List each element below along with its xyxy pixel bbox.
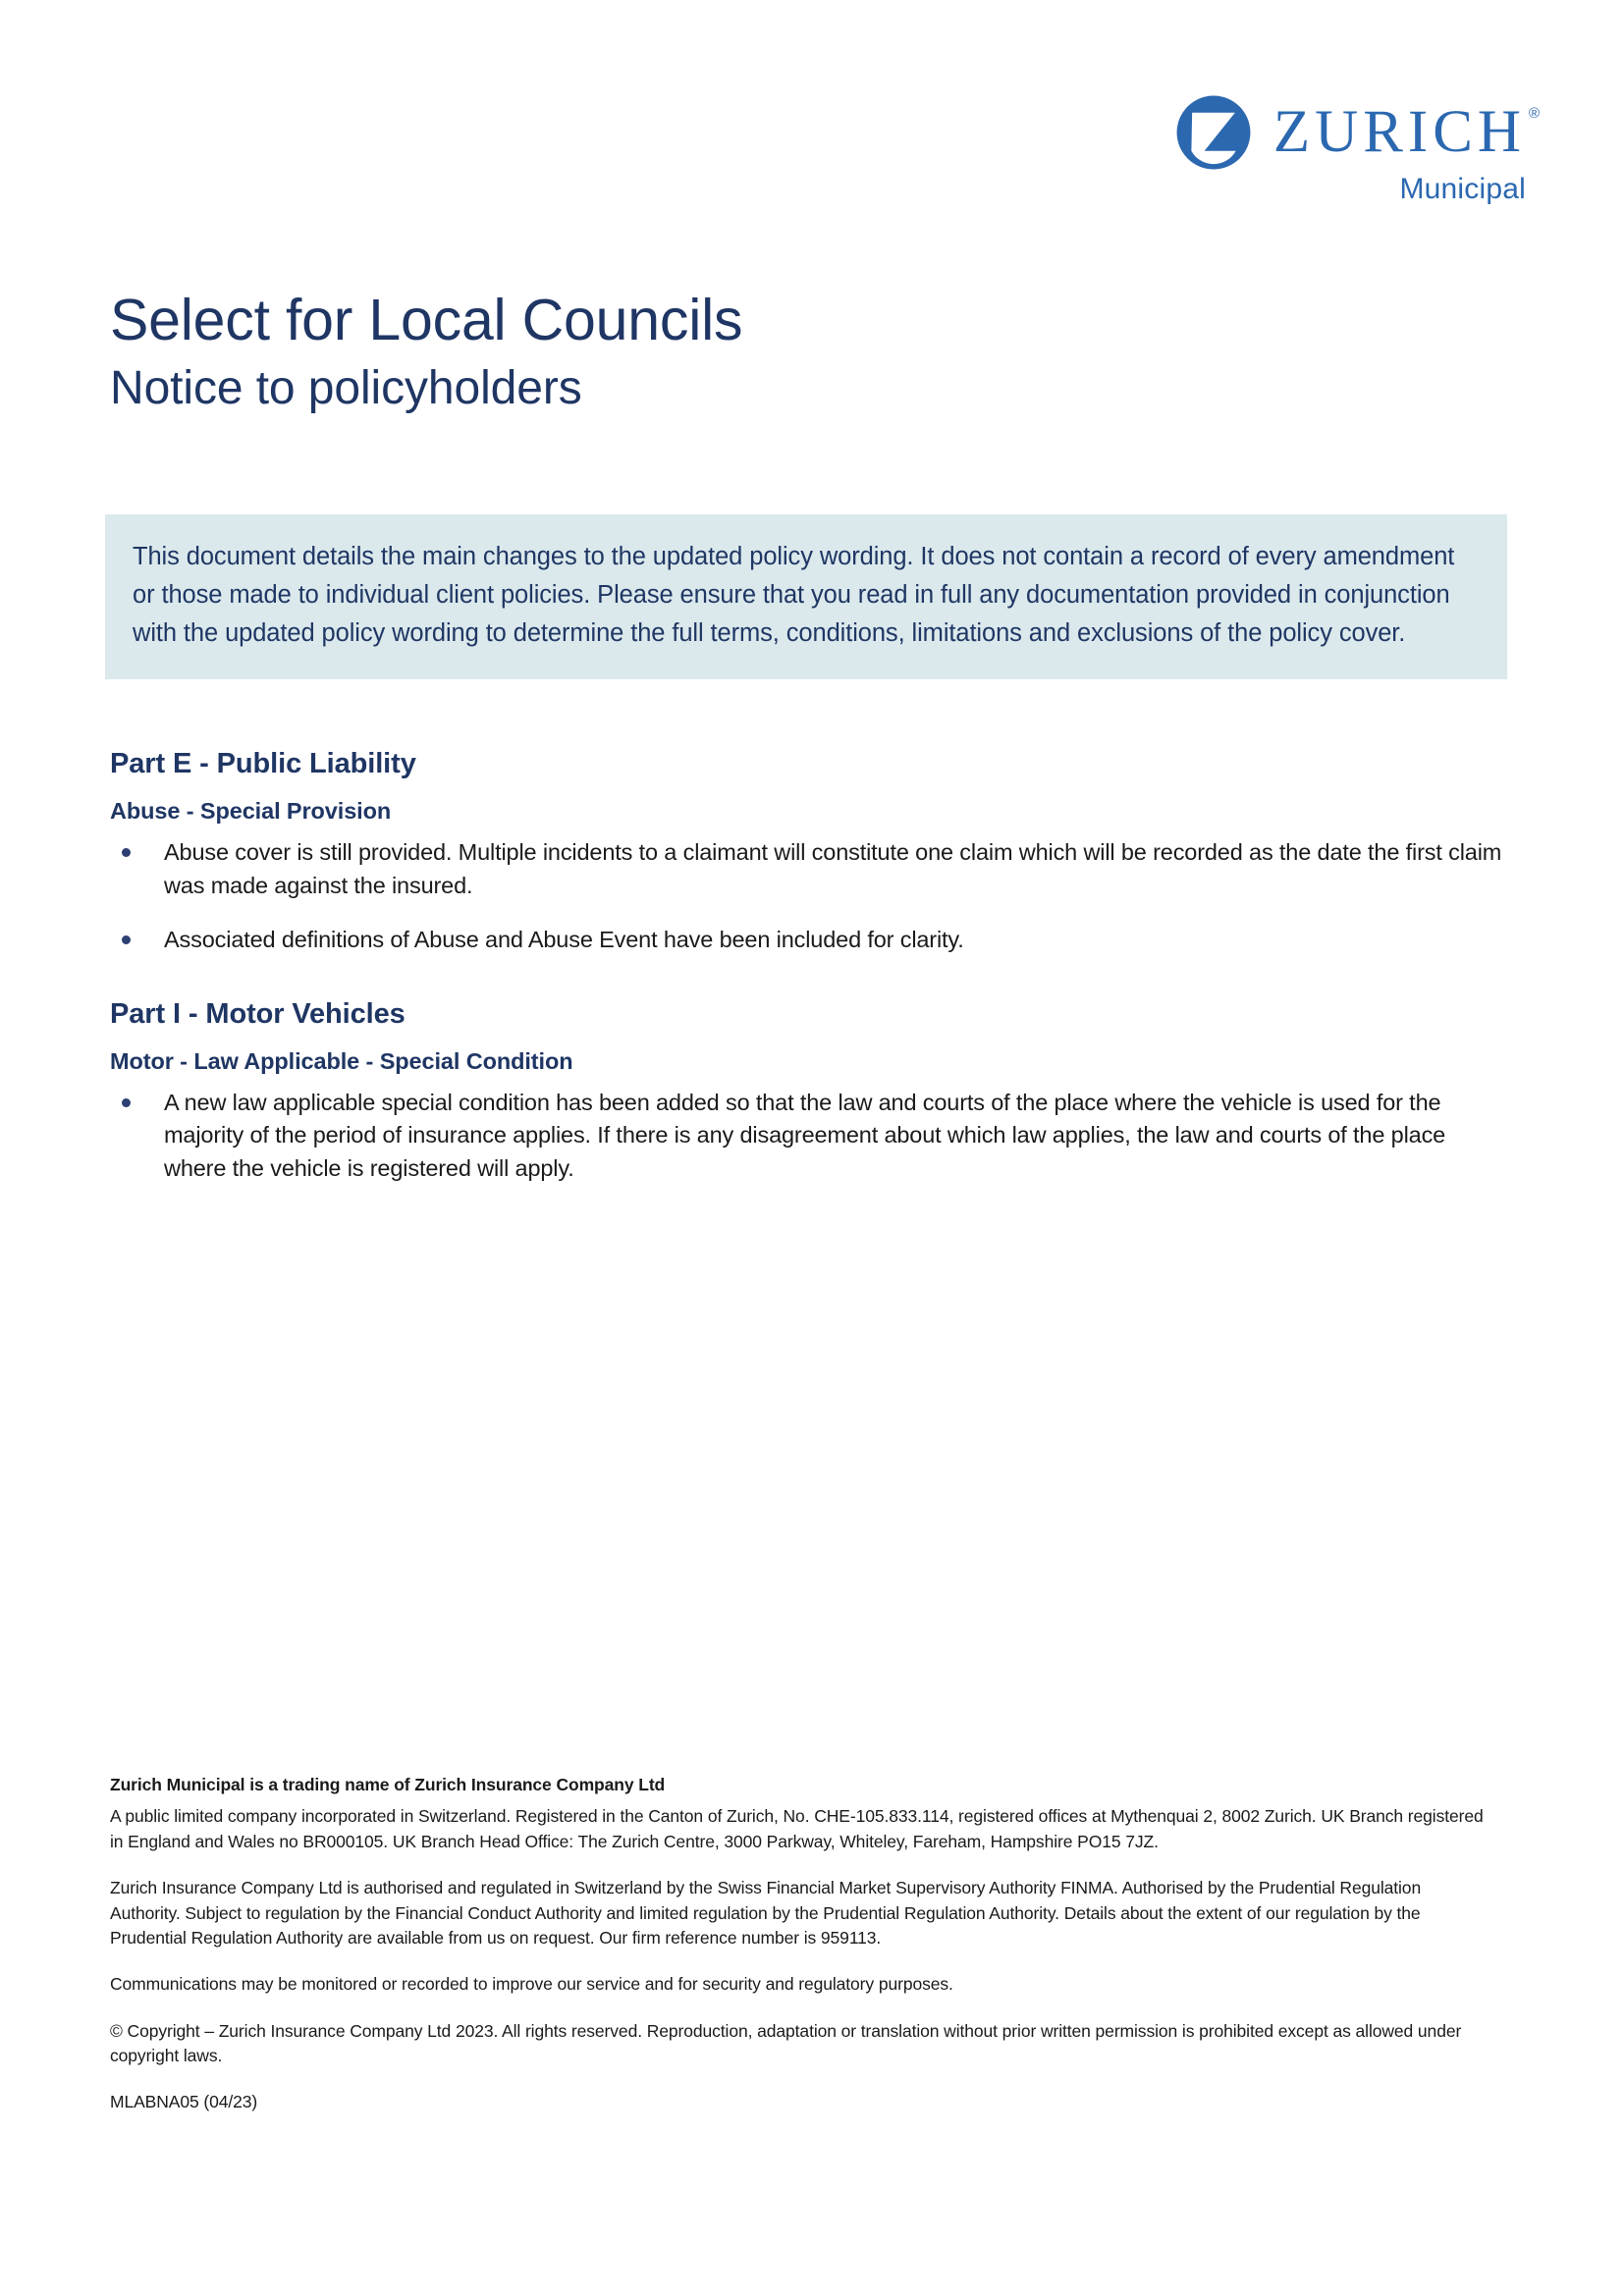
logo-row — [1175, 94, 1540, 171]
logo-subbrand-text: Municipal — [1399, 173, 1526, 205]
page-subtitle: Notice to policyholders — [110, 361, 582, 414]
section-bullet-list — [110, 836, 1509, 957]
document-body — [110, 748, 1509, 1186]
list-item: A new law applicable special condition has been added so that the law and courts of the place where the vehicle is used for the majority of the period of insurance applies. If there is any disagreement about which law applies, the law and courts of the place where the vehicle is registered will apply. — [110, 1087, 1509, 1186]
intro-callout — [105, 514, 1507, 679]
footer-trading-name: Zurich Municipal is a trading name of Zurich Insurance Company Ltd — [110, 1775, 666, 1794]
registered-trademark-icon: ® — [1528, 105, 1540, 123]
section-bullet-list — [110, 1087, 1509, 1186]
section-part-i — [110, 998, 1509, 1186]
legal-footer — [110, 1773, 1494, 2115]
section-part-e — [110, 748, 1509, 957]
logo-wordmark — [1272, 99, 1540, 166]
section-subheading: Motor - Law Applicable - Special Condition — [110, 1047, 573, 1074]
footer-regulation: Zurich Insurance Company Ltd is authorised and regulated in Switzerland by the Swiss Financial Market Supervisory Authority FINMA. Authorised by the Prudential Regulation Authority. Subject to regulation by the Financial Conduct Authority and limited regulation by the Prudential Regulation Authority. Details about the extent of our regulation by the Prudential Regulation Authority are available from us on request. Our firm reference number is 959113. — [110, 1878, 1422, 1948]
section-heading: Part I - Motor Vehicles — [110, 997, 406, 1030]
zurich-z-monogram-icon — [1175, 94, 1252, 171]
section-heading: Part E - Public Liability — [110, 748, 416, 779]
footer-document-code: MLABNA05 (04/23) — [110, 2092, 258, 2112]
footer-copyright: © Copyright – Zurich Insurance Company Ltd 2023. All rights reserved. Reproduction, adaptation or translation without prior written permission is prohibited except as allowed under copyright laws. — [110, 2020, 1462, 2065]
zurich-municipal-logo — [1175, 94, 1540, 206]
footer-incorporation: A public limited company incorporated in Switzerland. Registered in the Canton of Zurich, No. CHE-105.833.114, registered offices at Mythenquai 2, 8002 Zurich. UK Branch registered in England and Wales no BR000105. UK Branch Head Office: The Zurich Centre, 3000 Parkway, Whiteley, Fareham, Hampshire PO15 7JZ. — [110, 1806, 1484, 1851]
list-item: Abuse cover is still provided. Multiple incidents to a claimant will constitute one claim which will be recorded as the date the first claim was made against the insured. — [110, 836, 1509, 902]
logo-wordmark-text: ZURICH — [1272, 99, 1526, 166]
intro-callout-text: This document details the main changes to the updated policy wording. It does not contain a record of every amendment or those made to individual client policies. Please ensure that you read in full any documentation provided in conjunction with the updated policy wording to determine the full terms, conditions, limitations and exclusions of the policy cover. — [133, 543, 1455, 647]
footer-communications: Communications may be monitored or recorded to improve our service and for security and regulatory purposes. — [110, 1974, 953, 1995]
document-title-block — [110, 288, 1504, 415]
list-item: Associated definitions of Abuse and Abuse Event have been included for clarity. — [110, 924, 1509, 957]
section-subheading: Abuse - Special Provision — [110, 798, 392, 824]
page-title: Select for Local Councils — [110, 288, 743, 352]
